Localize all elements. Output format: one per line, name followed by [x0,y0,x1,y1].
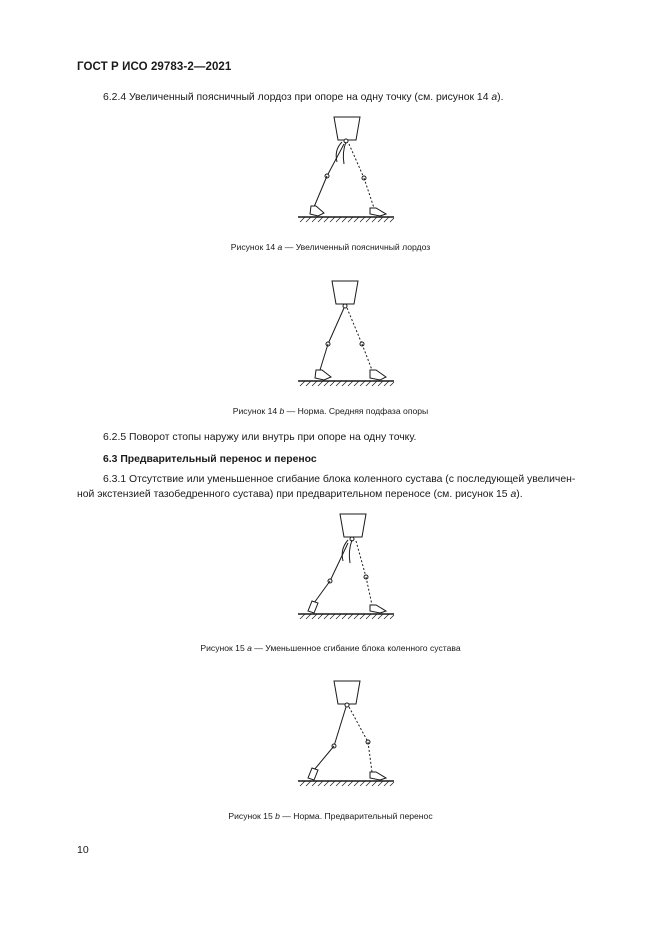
ground-hatching [300,614,394,619]
paragraph-6-2-4 [103,90,504,105]
pelvis-bucket [334,681,360,704]
caption-text: — Норма. Средняя подфаза опоры [284,406,429,416]
trailing-foot [308,601,318,613]
paragraph-6-2-4-text: 6.2.4 Увеличенный поясничный лордоз при опоре на одну точку (см. рисунок 14 [103,92,492,103]
section-heading-6-3: 6.3 Предварительный перенос и перенос [103,454,317,465]
caption-label: Рисунок 14 [230,242,278,252]
swing-shank [364,178,374,208]
figure-14a-drawing [290,112,400,232]
caption-text: — Увеличенный поясничный лордоз [282,242,431,252]
leading-thigh [356,541,366,577]
swing-thigh [347,308,362,344]
figure-15a-drawing [290,509,400,629]
pelvis-bucket [340,514,366,537]
caption-figure-14b [0,406,661,416]
caption-text: — Уменьшенное сгибание блока коленного сустава [251,643,461,653]
paragraph-6-3-1-line-1: 6.3.1 Отсутствие или уменьшенное сгибание блока коленного сустава (с последующей увеличен- [103,474,576,485]
document-header: ГОСТ Р ИСО 29783-2—2021 [77,61,232,73]
paragraph-6-2-4-end: ). [497,92,504,103]
hip-joint [345,703,349,707]
caption-text: — Норма. Предварительный перенос [279,811,433,821]
figure-15b-drawing [290,676,400,796]
stance-shank [314,176,327,207]
ground-hatching [300,381,394,386]
caption-figure-14a [0,242,661,252]
trailing-shank [314,581,330,603]
caption-label: Рисунок 14 [232,406,280,416]
stance-thigh [328,308,344,344]
ground-hatching [300,217,394,222]
caption-figure-15b [0,811,661,821]
lordosis-spring [336,142,346,164]
trailing-thigh [334,707,346,746]
leading-shank [368,742,372,772]
pelvis-bucket [334,117,360,140]
swing-foot [370,370,386,380]
trailing-foot [308,768,318,780]
paragraph-6-2-4-figure-ref: a [491,92,498,103]
paragraph-6-3-1-end: ). [516,489,523,500]
paragraph-6-3-1-line-2 [77,487,523,502]
ground-hatching [300,781,394,786]
caption-label: Рисунок 15 [228,811,276,821]
caption-label: Рисунок 15 [200,643,248,653]
swing-shank [362,344,372,370]
caption-letter: a [277,242,283,252]
paragraph-6-3-1-text: ной экстензией тазобедренного сустава) при предварительном переносе (см. рисунок 15 [77,489,511,500]
caption-figure-15a [0,643,661,653]
stance-knee [325,174,329,178]
leading-foot [370,772,386,780]
trailing-thigh [330,543,348,581]
stance-foot [315,370,331,380]
paragraph-6-2-5: 6.2.5 Поворот стопы наружу или внутрь при опоре на одну точку. [103,432,417,443]
pelvis-bucket [332,281,358,304]
stance-foot [310,206,324,216]
stance-thigh [327,144,344,176]
page-number: 10 [77,844,89,856]
figure-14b-drawing [290,276,400,396]
leading-thigh [349,707,368,742]
hip-joint [343,304,347,308]
swing-thigh [349,144,364,178]
swing-foot [370,208,386,216]
stance-shank [320,344,328,370]
paragraph-6-3-1-figure-ref: a [510,489,517,500]
leading-shank [366,577,372,605]
caption-letter: b [279,406,285,416]
caption-letter: b [275,811,280,821]
trailing-shank [314,746,334,770]
leading-foot [370,605,386,613]
caption-letter: a [247,643,252,653]
